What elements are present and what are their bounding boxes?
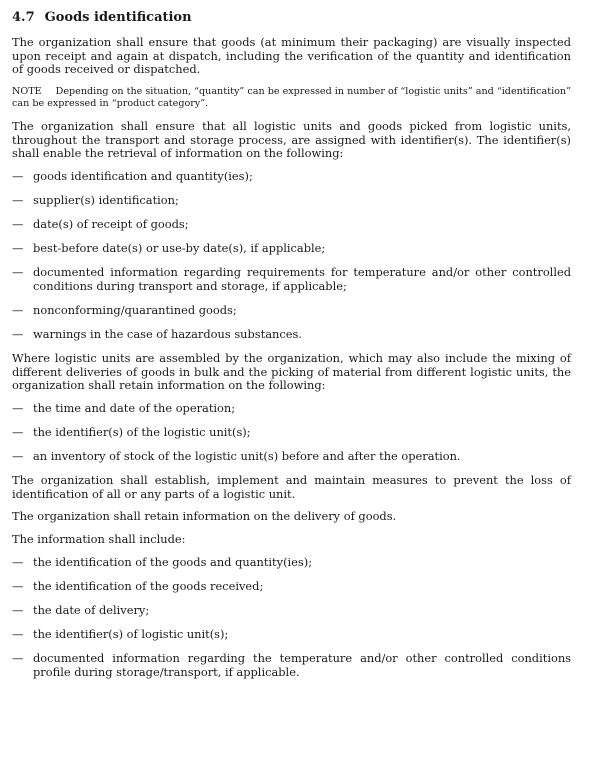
dash-marker: — (12, 327, 24, 342)
list-item (12, 242, 571, 256)
list-item (12, 194, 571, 208)
list-item-text: goods identification and quantity(ies); (33, 168, 253, 183)
paragraph-inspection: The organization shall ensure that goods (at minimum their packaging) are visually inspected upon receipt and again at dispatch, including the verification of the quantity and identification of goods received or dispatched. (12, 35, 571, 77)
dash-marker: — (12, 449, 24, 464)
list-item (12, 580, 571, 594)
list-item-text: the identifier(s) of logistic unit(s); (33, 626, 229, 641)
dash-marker: — (12, 602, 24, 617)
list-item-text: date(s) of receipt of goods; (33, 217, 189, 232)
list-item-text: the identification of the goods received; (33, 578, 264, 593)
dash-marker: — (12, 401, 24, 415)
dash-marker: — (12, 265, 24, 280)
section-heading (12, 10, 571, 26)
list-item-text: the date of delivery; (33, 602, 150, 617)
list-item (12, 170, 571, 184)
list-item-text: supplier(s) identification; (33, 193, 179, 208)
section-number: 4.7 (12, 10, 35, 25)
list-item-text: documented information regarding requirements for temperature and/or other controlled conditions during transport and storage, if applicable; (33, 265, 571, 293)
dash-marker: — (12, 554, 24, 569)
list-item-text: the identifier(s) of the logistic unit(s); (33, 425, 251, 440)
paragraph-identifiers: The organization shall ensure that all logistic units and goods picked from logistic units, throughout the transport and storage process, are assigned with identifier(s). The identifier(s) shall enable the retrieval of information on the following: (12, 119, 571, 161)
delivery-info-list (12, 556, 571, 680)
list-item-text: warnings in the case of hazardous substances. (33, 327, 302, 342)
note (12, 86, 571, 110)
list-item-text: the time and date of the operation; (33, 401, 236, 415)
list-item (12, 450, 571, 464)
list-item (12, 328, 571, 342)
list-item (12, 556, 571, 570)
list-item (12, 266, 571, 293)
note-label: NOTE (12, 85, 42, 97)
dash-marker: — (12, 217, 24, 232)
dash-marker: — (12, 626, 24, 641)
identifier-info-list (12, 170, 571, 342)
list-item (12, 304, 571, 318)
operation-info-list (12, 402, 571, 464)
dash-marker: — (12, 193, 24, 208)
paragraph-prevent-loss: The organization shall establish, implement and maintain measures to prevent the loss of identification of all or any parts of a logistic unit. (12, 473, 571, 501)
dash-marker: — (12, 303, 24, 318)
list-item (12, 628, 571, 642)
dash-marker: — (12, 578, 24, 593)
list-item (12, 426, 571, 440)
note-text: Depending on the situation, “quantity” can be expressed in number of “logistic units” and “identification” can be expressed in “product category”. (12, 85, 572, 109)
paragraph-delivery: The organization shall retain information on the delivery of goods. (12, 509, 397, 524)
list-item (12, 402, 571, 416)
dash-marker: — (12, 651, 24, 666)
section-title: Goods identification (44, 10, 192, 25)
list-item-text: documented information regarding the temperature and/or other controlled conditions profile during storage/transport, if applicable. (33, 651, 571, 679)
list-item-text: the identification of the goods and quantity(ies); (33, 554, 313, 569)
list-item (12, 218, 571, 232)
list-item (12, 652, 571, 679)
list-item-text: nonconforming/quarantined goods; (33, 303, 237, 318)
dash-marker: — (12, 168, 24, 183)
list-item-text: an inventory of stock of the logistic unit(s) before and after the operation. (33, 449, 461, 464)
paragraph-information-include: The information shall include: (12, 532, 186, 547)
paragraph-logistic-units: Where logistic units are assembled by the organization, which may also include the mixing of different deliveries of goods in bulk and the picking of material from different logistic units, the organization shall retain information on the following: (12, 351, 571, 393)
list-item-text: best-before date(s) or use-by date(s), if applicable; (33, 241, 326, 256)
list-item (12, 604, 571, 618)
dash-marker: — (12, 241, 24, 256)
dash-marker: — (12, 425, 24, 440)
